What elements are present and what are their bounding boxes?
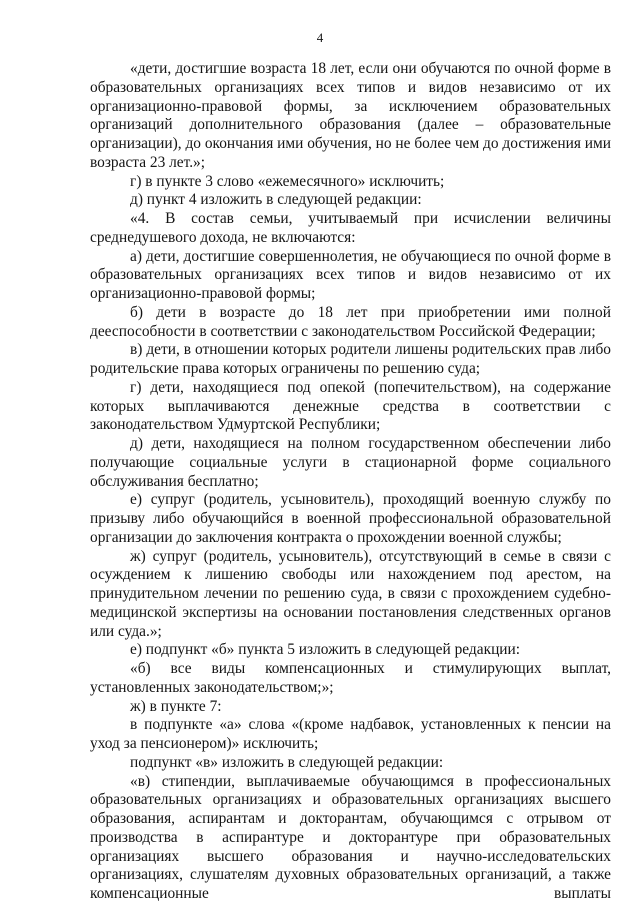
paragraph: в подпункте «а» слова «(кроме надбавок, установленных к пенсии на уход за пенсионером)» исключить; [90,716,611,752]
paragraph: а) дети, достигшие совершеннолетия, не обучающиеся по очной форме в образовательных организациях всех типов и видов независимо от их организационно-правовой формы; [90,247,611,302]
paragraph: е) супруг (родитель, усыновитель), проходящий военную службу по призыву либо обучающийся в военной профессиональной образовательной организации до заключения контракта о прохождении военной службы; [90,491,611,546]
paragraph: г) в пункте 3 слово «ежемесячного» исключить; [130,172,445,190]
paragraph: «б) все виды компенсационных и стимулирующих выплат, установленных законодательством;»; [90,660,611,696]
paragraph: д) пункт 4 изложить в следующей редакции: [130,191,422,209]
paragraph: ж) в пункте 7: [130,697,222,715]
paragraph: «дети, достигшие возраста 18 лет, если они обучаются по очной форме в образовательных организациях всех типов и видов независимо от их организационно-правовой формы, за исключением образовательных организаций дополнительного образования (далее – образовательные организации), до окончания ими обучения, но не более чем до достижения ими возраста 23 лет.»; [90,60,611,171]
paragraph: б) дети в возрасте до 18 лет при приобретении ими полной дееспособности в соответствии с законодательством Российской Федерации; [90,303,611,340]
paragraph: г) дети, находящиеся под опекой (попечительством), на содержание которых выплачиваются денежные средства в соответствии с законодательством Удмуртской Республики; [90,378,611,434]
paragraph: д) дети, находящиеся на полном государственном обеспечении либо получающие социальные услуги в стационарной форме социального обслуживания бесплатно; [90,435,611,490]
paragraph: «в) стипендии, выплачиваемые обучающимся в профессиональных образовательных организациях и образовательных организациях высшего образования, аспирантам и докторантам, обучающимся с отрывом от производства в аспирантуре и докторантуре при образовательных организациях высшего образования и научно-исследовательских организациях, слушателям духовных образовательных организаций, а также компенсационные выплаты [90,772,611,902]
paragraph: е) подпункт «б» пункта 5 изложить в следующей редакции: [130,641,521,659]
paragraph: подпункт «в» изложить в следующей редакции: [130,753,444,771]
document-body [90,60,611,904]
paragraph: ж) супруг (родитель, усыновитель), отсутствующий в семье в связи с осуждением к лишению свободы или нахождением под арестом, на принудительном лечении по решению суда, в связи с прохождением судебно-медицинской экспертизы на основании постановления следственных органов или суда.»; [90,547,611,640]
paragraph: «4. В состав семьи, учитываемый при исчислении величины среднедушевого дохода, не включаются: [90,210,611,246]
paragraph: в) дети, в отношении которых родители лишены родительских прав либо родительские права которых ограничены по решению суда; [90,341,611,377]
page-number: 4 [316,30,324,45]
